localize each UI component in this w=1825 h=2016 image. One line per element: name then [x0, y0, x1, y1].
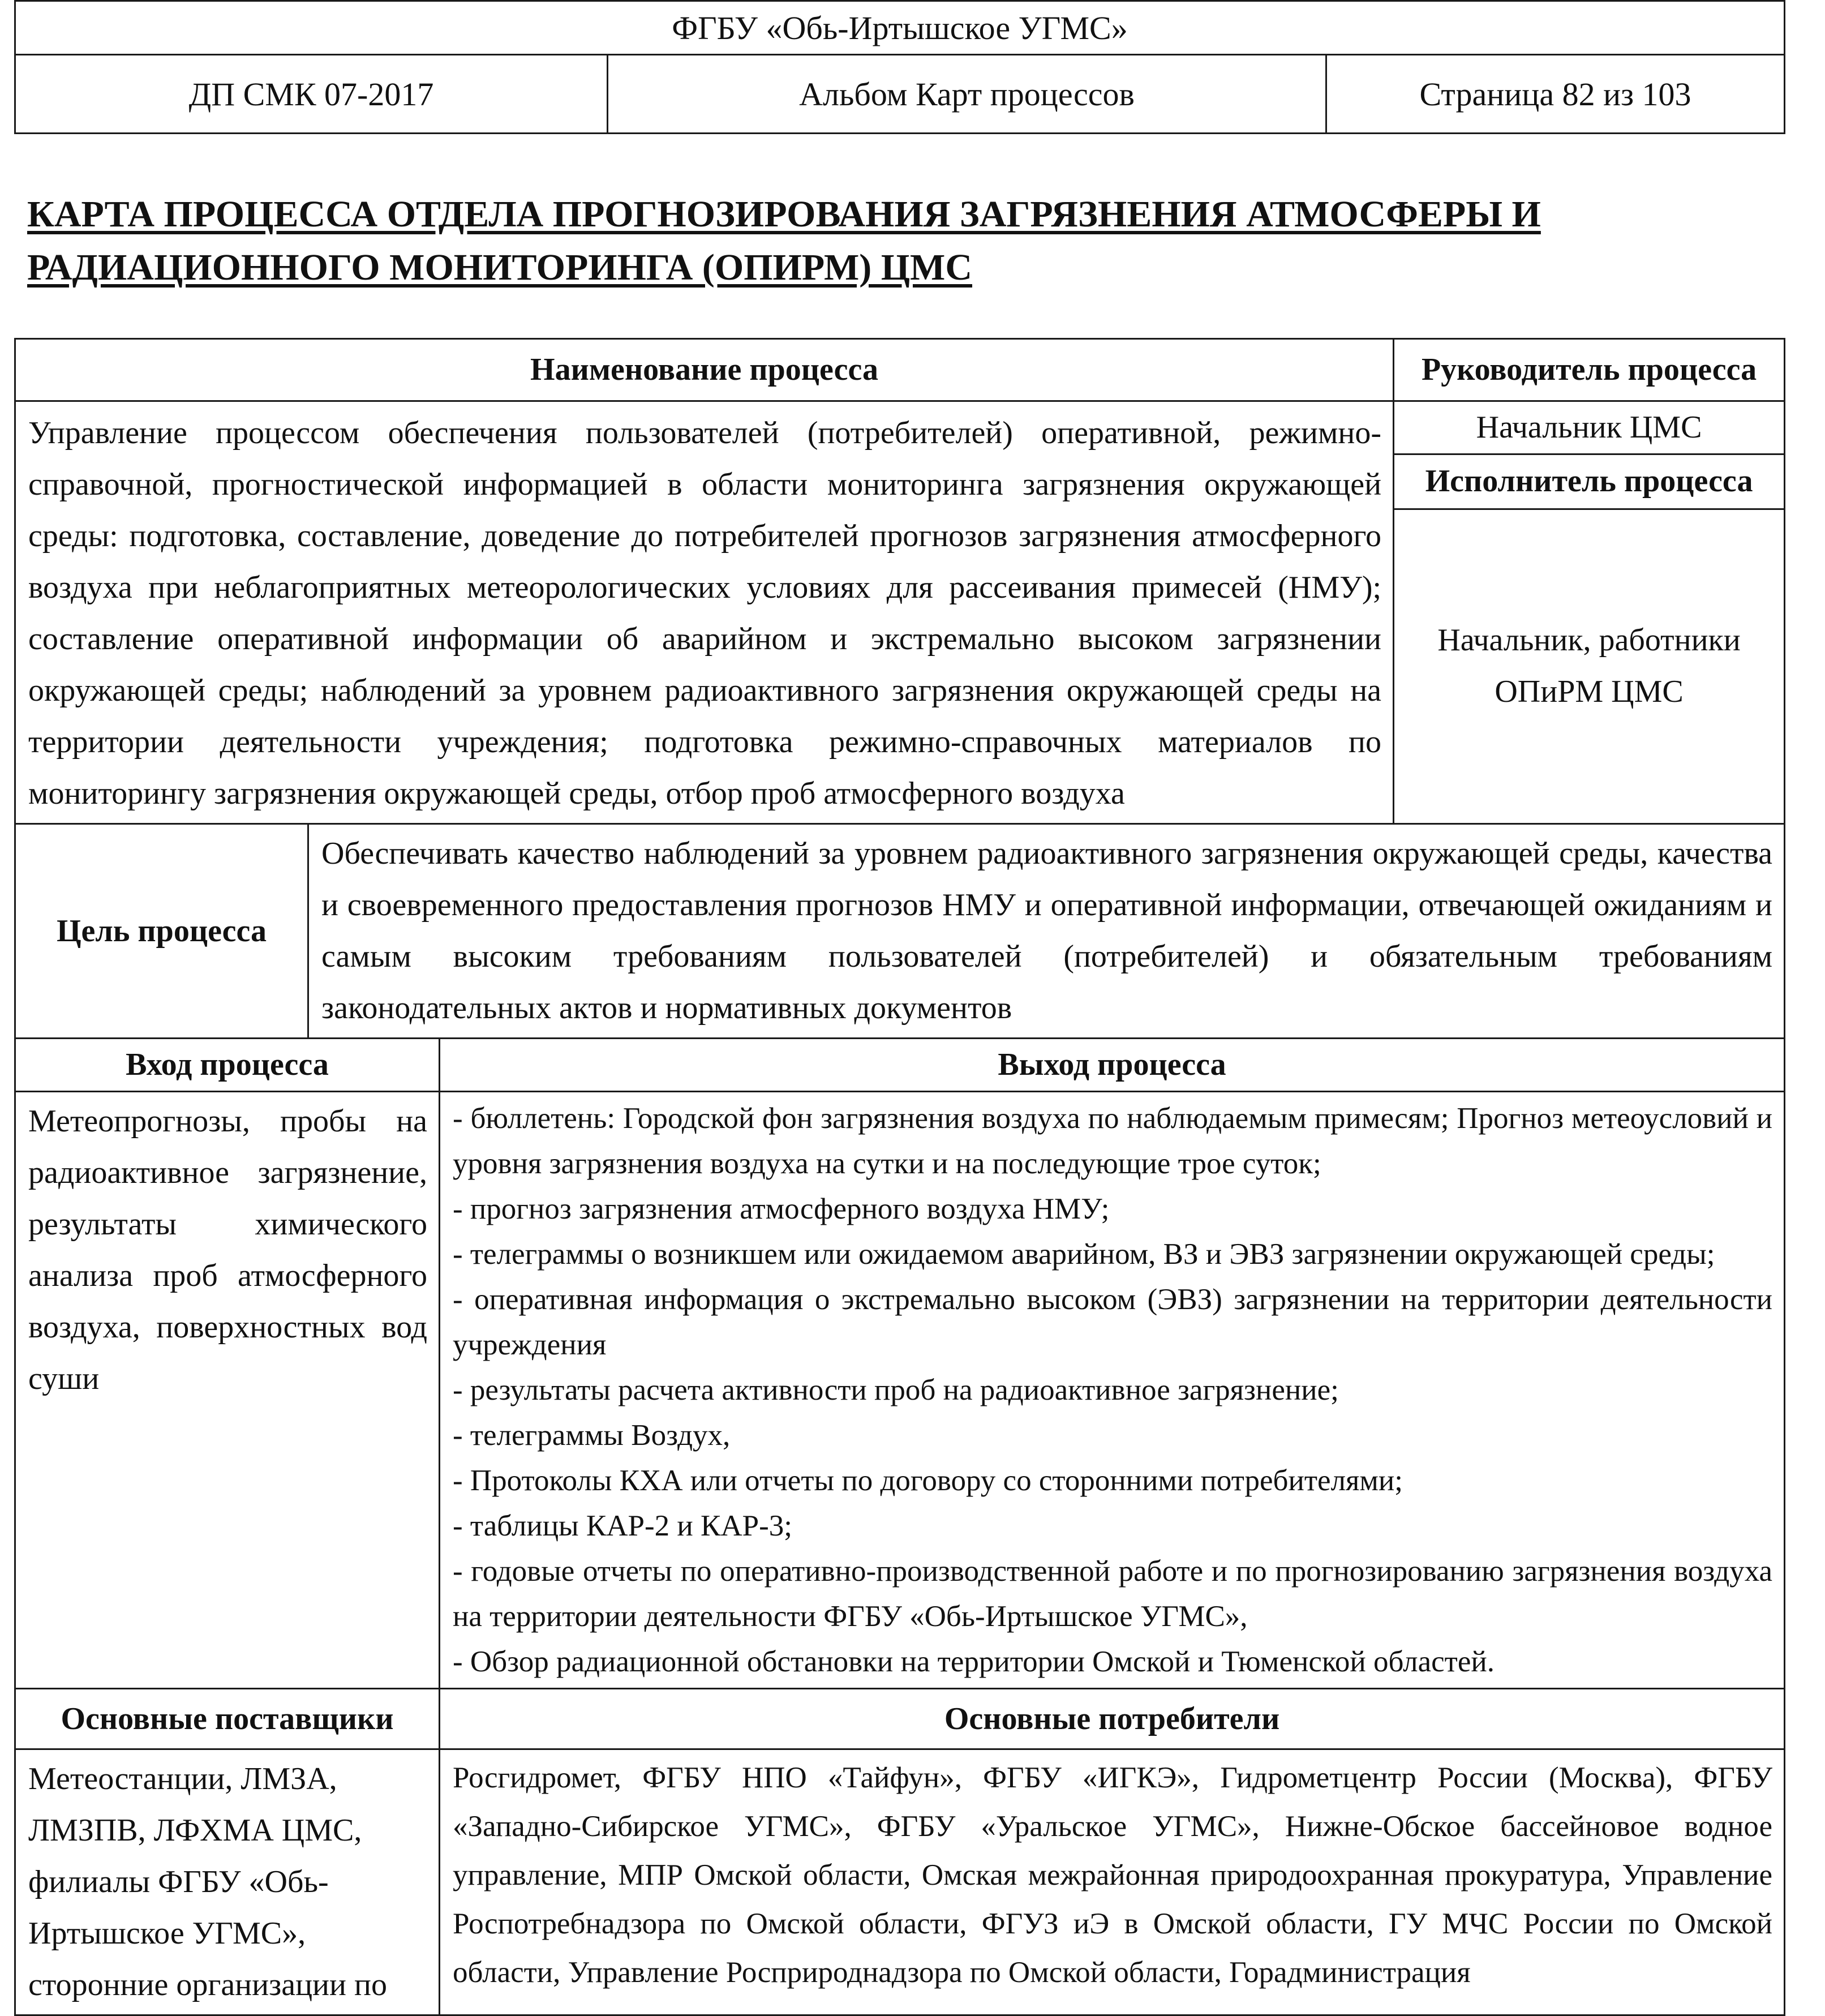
process-card-table	[14, 338, 1785, 2016]
output-item: - телеграммы о возникшем или ожидаемом аварийном, ВЗ и ЭВЗ загрязнении окружающей среды;	[453, 1238, 1715, 1271]
output-item: - телеграммы Воздух,	[453, 1419, 731, 1452]
consumers-text: Росгидромет, ФГБУ НПО «Тайфун», ФГБУ «ИГКЭ», Гидрометцентр России (Москва), ФГБУ «Западно-Сибирское УГМС», ФГБУ «Уральское УГМС», Нижне-Обское бассейновое водное управление, МПР Омской области, Омская межрайонная природоохранная прокуратура, Управление Роспотребнадзора по Омской области, ФГУЗ иЭ в Омской области, ГУ МЧС России по Омской области, Управление Росприроднадзора по Омской области, Горадминистрация	[440, 1749, 1785, 2015]
process-goal-text: Обеспечивать качество наблюдений за уровнем радиоактивного загрязнения окружающей среды, качества и своевременного предоставления прогнозов НМУ и оперативной информации, отвечающей ожиданиям и самым высоким требованиям пользователей (потребителей) и обязательным требованиям законодательных актов и нормативных документов	[308, 824, 1785, 1039]
suppliers-text: Метеостанции, ЛМЗА, ЛМЗПВ, ЛФХМА ЦМС, филиалы ФГБУ «Обь-Иртышское УГМС», сторонние организации по	[15, 1749, 440, 2015]
organization-name: ФГБУ «Обь-Иртышское УГМС»	[15, 1, 1785, 55]
output-item: - Обзор радиационной обстановки на территории Омской и Тюменской областей.	[453, 1645, 1495, 1678]
process-output-list	[440, 1092, 1785, 1689]
process-owner-header: Руководитель процесса	[1394, 339, 1785, 401]
process-name-text: Управление процессом обеспечения пользователей (потребителей) оперативной, режимно-справочной, прогностической информацией в области мониторинга загрязнения окружающей среды: подготовка, составление, доведение до потребителей прогнозов загрязнения атмосферного воздуха при неблагоприятных метеорологических условиях для рассеивания примесей (НМУ); составление оперативной информации об аварийном и экстремально высоком загрязнении окружающей среды; наблюдений за уровнем радиоактивного загрязнения окружающей среды на территории деятельности учреждения; подготовка режимно-справочных материалов по мониторингу загрязнения окружающей среды, отбор проб атмосферного воздуха	[15, 401, 1394, 824]
process-goal-label: Цель процесса	[15, 824, 308, 1039]
process-input-text: Метеопрогнозы, пробы на радиоактивное загрязнение, результаты химического анализа проб атмосферного воздуха, поверхностных вод суши	[15, 1092, 440, 1689]
document-album-title: Альбом Карт процессов	[608, 55, 1326, 134]
output-item: - оперативная информация о экстремально высоком (ЭВЗ) загрязнении на территории деятельности учреждения	[453, 1283, 1773, 1361]
output-item: - результаты расчета активности проб на радиоактивное загрязнение;	[453, 1374, 1339, 1406]
process-output-header: Выход процесса	[440, 1039, 1785, 1092]
output-item: - таблицы КАР-2 и КАР-3;	[453, 1509, 793, 1542]
output-item: - прогноз загрязнения атмосферного воздуха НМУ;	[453, 1193, 1110, 1225]
output-item: - годовые отчеты по оперативно-производственной работе и по прогнозированию загрязнения воздуха на территории деятельности ФГБУ «Обь-Иртышское УГМС»,	[453, 1555, 1773, 1633]
output-item: - бюллетень: Городской фон загрязнения воздуха по наблюдаемым примесям; Прогноз метеоусловий и уровня загрязнения воздуха на сутки и на последующие трое суток;	[453, 1102, 1773, 1180]
process-owner: Начальник ЦМС	[1394, 401, 1785, 454]
process-input-header: Вход процесса	[15, 1039, 440, 1092]
page-header-table	[14, 0, 1785, 134]
output-item: - Протоколы КХА или отчеты по договору со сторонними потребителями;	[453, 1464, 1403, 1497]
process-executor: Начальник, работники ОПиРМ ЦМС	[1394, 509, 1785, 824]
suppliers-header: Основные поставщики	[15, 1689, 440, 1749]
page-number: Страница 82 из 103	[1326, 55, 1785, 134]
process-name-header: Наименование процесса	[15, 339, 1394, 401]
process-executor-header: Исполнитель процесса	[1394, 454, 1785, 509]
consumers-header: Основные потребители	[440, 1689, 1785, 1749]
document-code: ДП СМК 07-2017	[15, 55, 608, 134]
page-title: КАРТА ПРОЦЕССА ОТДЕЛА ПРОГНОЗИРОВАНИЯ ЗАГРЯЗНЕНИЯ АТМОСФЕРЫ И РАДИАЦИОННОГО МОНИТОРИНГА (ОПИРМ) ЦМС	[27, 194, 1541, 288]
